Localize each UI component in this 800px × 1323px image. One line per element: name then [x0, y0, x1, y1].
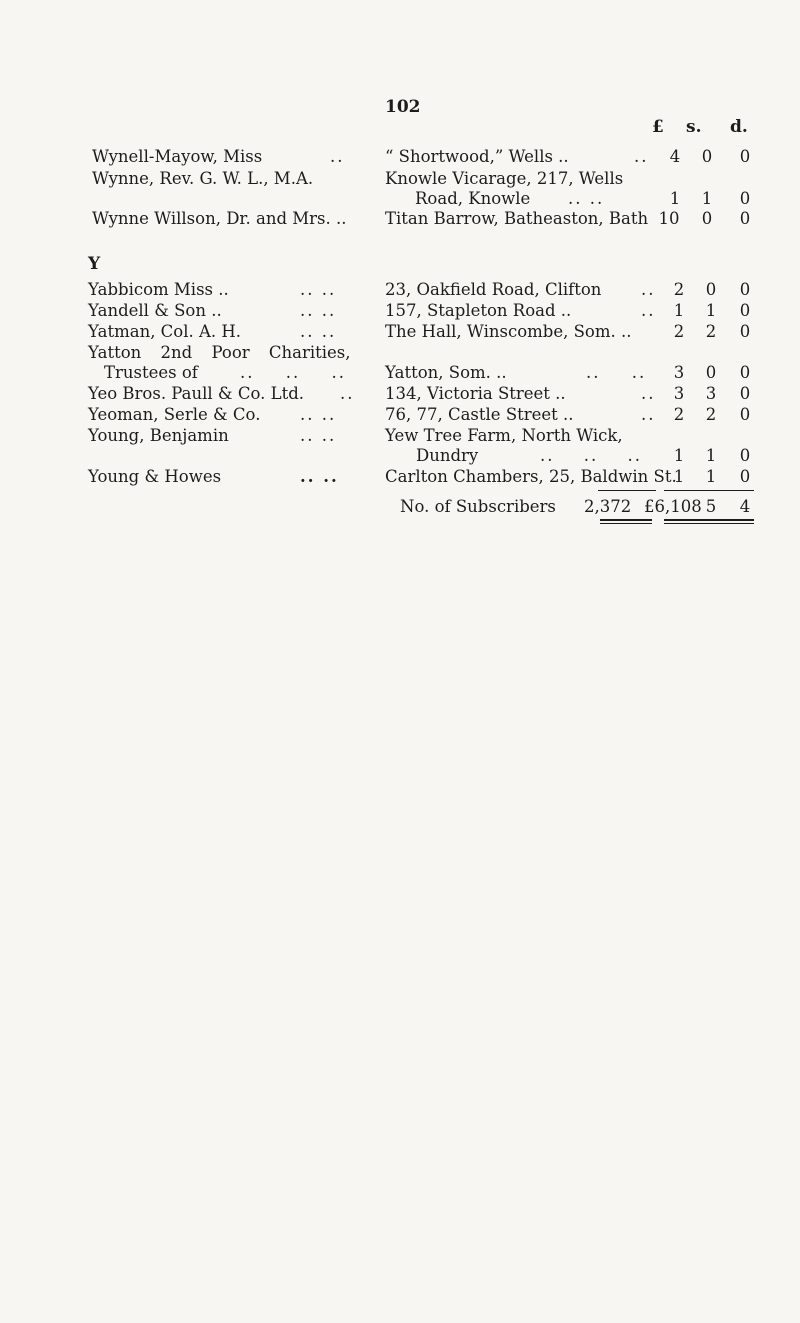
subscriber-name: Wynne, Rev. G. W. L., M.A.: [92, 169, 314, 188]
subscribers-label: No. of Subscribers: [400, 497, 556, 516]
section-letter: Y: [88, 254, 101, 274]
subscriber-address-cont: Dundry: [416, 446, 479, 465]
name-leader: .. .. ..: [240, 363, 346, 382]
subscriber-address: Carlton Chambers, 25, Baldwin St.: [385, 467, 677, 486]
pounds-header: £: [652, 117, 664, 137]
subscriber-name: Young & Howes: [88, 467, 222, 486]
rule-subscribers-top: [598, 490, 656, 491]
amount-pounds: 1: [669, 189, 681, 208]
subscriber-address: 23, Oakfield Road, Clifton: [385, 280, 602, 299]
subscriber-address: “ Shortwood,” Wells ..: [385, 147, 569, 166]
rule-amount-bottom-1: [664, 519, 754, 521]
total-shillings: 5: [705, 497, 717, 516]
amount-pence: 0: [739, 301, 751, 320]
subscriber-address: 134, Victoria Street ..: [385, 384, 566, 403]
amount-pounds: 2: [673, 280, 685, 299]
page-number: 102: [385, 97, 421, 117]
amount-shillings: 0: [705, 280, 717, 299]
amount-shillings: 1: [705, 446, 717, 465]
subscriber-address: Titan Barrow, Batheaston, Bath: [385, 209, 649, 228]
address-leader: ..: [641, 405, 656, 424]
amount-pounds: 3: [673, 384, 685, 403]
name-leader: .. ..: [300, 426, 337, 445]
subscriber-name: Wynne Willson, Dr. and Mrs. ..: [92, 209, 347, 228]
amount-pounds: 1: [673, 446, 685, 465]
amount-pence: 0: [739, 322, 751, 341]
subscriber-name-cont: Trustees of: [104, 363, 198, 382]
amount-shillings: 1: [701, 189, 713, 208]
address-leader: .. .. ..: [540, 446, 642, 465]
subscriber-address-cont: Road, Knowle: [415, 189, 531, 208]
subscriber-name: Yeoman, Serle & Co.: [88, 405, 261, 424]
address-leader: .. ..: [586, 363, 647, 382]
address-leader: ..: [634, 147, 649, 166]
amount-shillings: 1: [705, 301, 717, 320]
amount-pence: 0: [739, 189, 751, 208]
amount-pounds: 2: [673, 405, 685, 424]
subscriber-name: Yatman, Col. A. H.: [88, 322, 242, 341]
name-leader: ..: [340, 384, 355, 403]
address-leader: ..: [641, 280, 656, 299]
name-leader: .. ..: [300, 467, 339, 486]
subscriber-name: Young, Benjamin: [88, 426, 229, 445]
amount-pence: 0: [739, 209, 751, 228]
amount-pounds: 2: [673, 322, 685, 341]
subscriber-name: Yeo Bros. Paull & Co. Ltd.: [88, 384, 305, 403]
subscriber-address: Yatton, Som. ..: [385, 363, 507, 382]
total-pence: 4: [739, 497, 751, 516]
rule-amount-top: [664, 490, 754, 491]
total-pounds: £6,108: [644, 497, 702, 516]
amount-pence: 0: [739, 405, 751, 424]
amount-pounds: 1: [673, 467, 685, 486]
amount-shillings: 2: [705, 405, 717, 424]
subscriber-name: Yatton 2nd Poor Charities,: [88, 343, 351, 362]
amount-shillings: 0: [701, 147, 713, 166]
subscribers-count: 2,372: [584, 497, 632, 516]
subscriber-address: Yew Tree Farm, North Wick,: [385, 426, 623, 445]
amount-shillings: 1: [705, 467, 717, 486]
name-leader: .. ..: [300, 405, 337, 424]
subscriber-name: Yabbicom Miss ..: [88, 280, 229, 299]
amount-shillings: 0: [705, 363, 717, 382]
subscriber-address: The Hall, Winscombe, Som. ..: [385, 322, 632, 341]
rule-subscribers-bottom-2: [600, 523, 652, 524]
subscriber-name: Yandell & Son ..: [88, 301, 222, 320]
address-leader: ..: [641, 301, 656, 320]
name-leader: ..: [330, 147, 345, 166]
name-leader: .. ..: [300, 301, 337, 320]
address-leader: .. ..: [568, 189, 605, 208]
pence-header: d.: [730, 117, 748, 137]
amount-pounds: 3: [673, 363, 685, 382]
amount-pence: 0: [739, 467, 751, 486]
address-leader: ..: [641, 384, 656, 403]
subscriber-address: Knowle Vicarage, 217, Wells: [385, 169, 624, 188]
amount-pence: 0: [739, 384, 751, 403]
amount-pounds: 1: [673, 301, 685, 320]
amount-shillings: 2: [705, 322, 717, 341]
name-leader: .. ..: [300, 322, 337, 341]
amount-pence: 0: [739, 147, 751, 166]
amount-pounds: 4: [669, 147, 681, 166]
rule-subscribers-bottom-1: [600, 519, 652, 521]
amount-shillings: 3: [705, 384, 717, 403]
amount-pence: 0: [739, 446, 751, 465]
amount-pounds: 10: [658, 209, 680, 228]
shillings-header: s.: [686, 117, 702, 137]
subscriber-address: 76, 77, Castle Street ..: [385, 405, 574, 424]
amount-pence: 0: [739, 363, 751, 382]
subscriber-name: Wynell-Mayow, Miss: [92, 147, 263, 166]
amount-pence: 0: [739, 280, 751, 299]
name-leader: .. ..: [300, 280, 337, 299]
rule-amount-bottom-2: [664, 523, 754, 524]
subscriber-address: 157, Stapleton Road ..: [385, 301, 572, 320]
amount-shillings: 0: [701, 209, 713, 228]
